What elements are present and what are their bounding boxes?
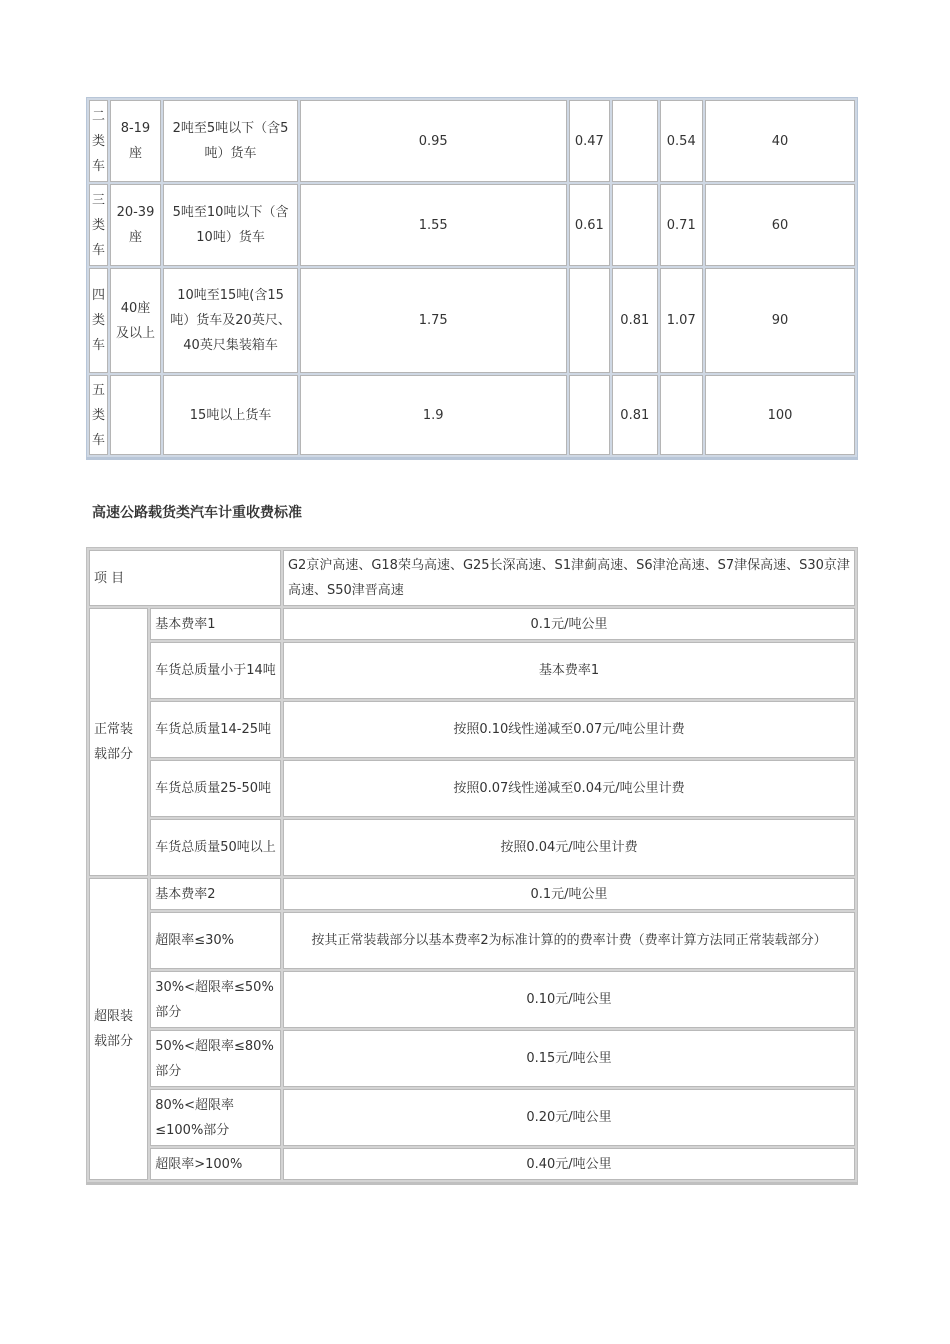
table-row [89, 1089, 855, 1146]
item-label-cell: 车货总质量25-50吨 [150, 760, 281, 817]
goods-vehicle-cell: 10吨至15吨(含15吨）货车及20英尺、40英尺集装箱车 [163, 268, 297, 373]
value-cell: 40 [705, 100, 855, 182]
group-label-cell: 超限装载部分 [89, 878, 148, 1180]
rate-value-cell: 0.15元/吨公里 [283, 1030, 855, 1087]
seats-cell [110, 375, 162, 455]
vehicle-class-cell: 三类车 [89, 184, 108, 266]
item-label-cell: 车货总质量14-25吨 [150, 701, 281, 758]
rate-value-cell: 按其正常装载部分以基本费率2为标准计算的的费率计费（费率计算方法同正常装载部分） [283, 912, 855, 969]
table-row [89, 642, 855, 699]
rate-value-cell: 0.40元/吨公里 [283, 1148, 855, 1180]
rate-cell: 1.9 [300, 375, 567, 455]
table-row [89, 760, 855, 817]
value-cell: 90 [705, 268, 855, 373]
rate-cell: 0.95 [300, 100, 567, 182]
vehicle-class-cell: 四类车 [89, 268, 108, 373]
item-label-cell: 30%<超限率≤50%部分 [150, 971, 281, 1028]
value-cell: 1.07 [660, 268, 703, 373]
rate-cell: 1.75 [300, 268, 567, 373]
seats-cell: 8-19座 [110, 100, 162, 182]
rate-cell: 1.55 [300, 184, 567, 266]
table-row [89, 1030, 855, 1087]
value-cell: 0.81 [612, 375, 658, 455]
table-row [89, 701, 855, 758]
table-row [89, 971, 855, 1028]
seats-cell: 20-39座 [110, 184, 162, 266]
rate-value-cell: 0.1元/吨公里 [283, 608, 855, 640]
goods-vehicle-cell: 2吨至5吨以下（含5吨）货车 [163, 100, 297, 182]
goods-vehicle-cell: 5吨至10吨以下（含10吨）货车 [163, 184, 297, 266]
item-label-cell: 50%<超限率≤80%部分 [150, 1030, 281, 1087]
rate-value-cell: 按照0.07线性递减至0.04元/吨公里计费 [283, 760, 855, 817]
table-row [89, 375, 855, 455]
rate-value-cell: 0.10元/吨公里 [283, 971, 855, 1028]
rate-value-cell: 按照0.04元/吨公里计费 [283, 819, 855, 876]
table-row [89, 819, 855, 876]
value-cell: 0.71 [660, 184, 703, 266]
value-cell: 100 [705, 375, 855, 455]
vehicle-class-cell: 二类车 [89, 100, 108, 182]
item-label-cell: 车货总质量50吨以上 [150, 819, 281, 876]
item-label-cell: 基本费率1 [150, 608, 281, 640]
item-label-cell: 基本费率2 [150, 878, 281, 910]
table-row [89, 184, 855, 266]
table-row [89, 100, 855, 182]
rate-value-cell: 0.20元/吨公里 [283, 1089, 855, 1146]
header-item-cell: 项 目 [89, 550, 281, 606]
table-row [89, 1148, 855, 1180]
item-label-cell: 车货总质量小于14吨 [150, 642, 281, 699]
weight-toll-standard-table [86, 547, 858, 1185]
value-cell: 0.81 [612, 268, 658, 373]
table-row [89, 608, 855, 640]
section-title: 高速公路载货类汽车计重收费标准 [92, 505, 302, 521]
rate-value-cell: 基本费率1 [283, 642, 855, 699]
value-cell [660, 375, 703, 455]
rate-value-cell: 0.1元/吨公里 [283, 878, 855, 910]
item-label-cell: 80%<超限率≤100%部分 [150, 1089, 281, 1146]
table-row [89, 268, 855, 373]
value-cell [612, 100, 658, 182]
value-cell [569, 375, 610, 455]
group-label-cell: 正常装载部分 [89, 608, 148, 876]
value-cell: 0.54 [660, 100, 703, 182]
item-label-cell: 超限率>100% [150, 1148, 281, 1180]
value-cell: 60 [705, 184, 855, 266]
table-row [89, 878, 855, 910]
vehicle-class-toll-table [86, 97, 858, 460]
seats-cell: 40座及以上 [110, 268, 162, 373]
value-cell: 0.61 [569, 184, 610, 266]
value-cell [612, 184, 658, 266]
value-cell [569, 268, 610, 373]
table-header-row [89, 550, 855, 606]
goods-vehicle-cell: 15吨以上货车 [163, 375, 297, 455]
vehicle-class-cell: 五类车 [89, 375, 108, 455]
item-label-cell: 超限率≤30% [150, 912, 281, 969]
rate-value-cell: 按照0.10线性递减至0.07元/吨公里计费 [283, 701, 855, 758]
table-row [89, 912, 855, 969]
value-cell: 0.47 [569, 100, 610, 182]
header-highways-cell: G2京沪高速、G18荣乌高速、G25长深高速、S1津蓟高速、S6津沧高速、S7津保高速、S30京津高速、S50津晋高速 [283, 550, 855, 606]
